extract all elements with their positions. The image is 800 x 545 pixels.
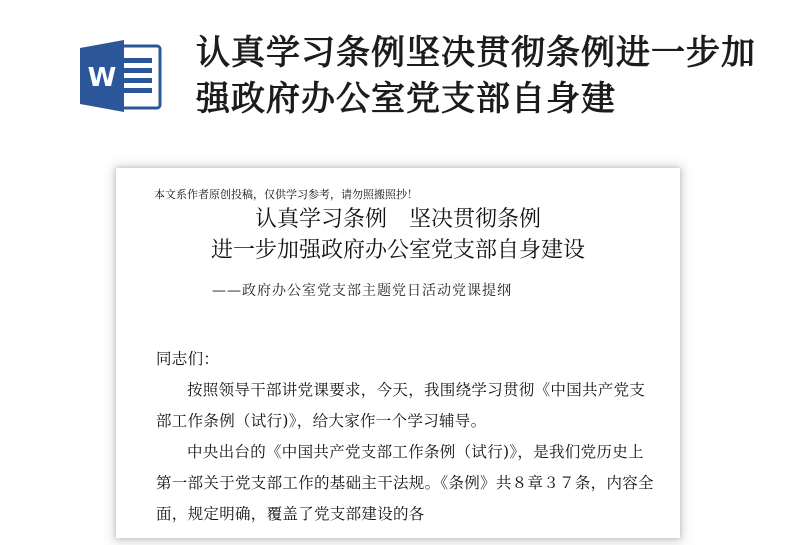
- svg-text:W: W: [87, 63, 117, 93]
- document-title-line-2: 进一步加强政府办公室党支部自身建设: [210, 238, 585, 263]
- word-icon: [78, 38, 164, 114]
- header-title: 认真学习条例坚决贯彻条例进一步加强政府办公室党支部自身建: [196, 33, 756, 119]
- paragraph-1: 按照领导干部讲党课要求，今天，我围绕学习贯彻《中国共产党支部工作条例（试行)》，给大家作一个学习辅导。: [156, 381, 646, 430]
- document-page: [116, 168, 680, 538]
- document-title-line-1: 认真学习条例 坚决贯彻条例: [254, 207, 541, 232]
- document-body: [156, 344, 656, 530]
- document-subtitle: ——政府办公室党支部主题党日活动党课提纲: [212, 283, 512, 299]
- copyright-notice: 本文系作者原创投稿，仅供学习参考，请勿照搬照抄！: [154, 188, 418, 201]
- document-title: [116, 204, 680, 266]
- paragraph-2: 中央出台的《中国共产党支部工作条例（试行)》，是我们党历史上第一部关于党支部工作的基础主干法规。《条例》共８章３７条，内容全面，规定明确，覆盖了党支部建设的各: [156, 443, 654, 523]
- header-banner: [0, 0, 800, 150]
- salutation: 同志们：: [156, 350, 220, 368]
